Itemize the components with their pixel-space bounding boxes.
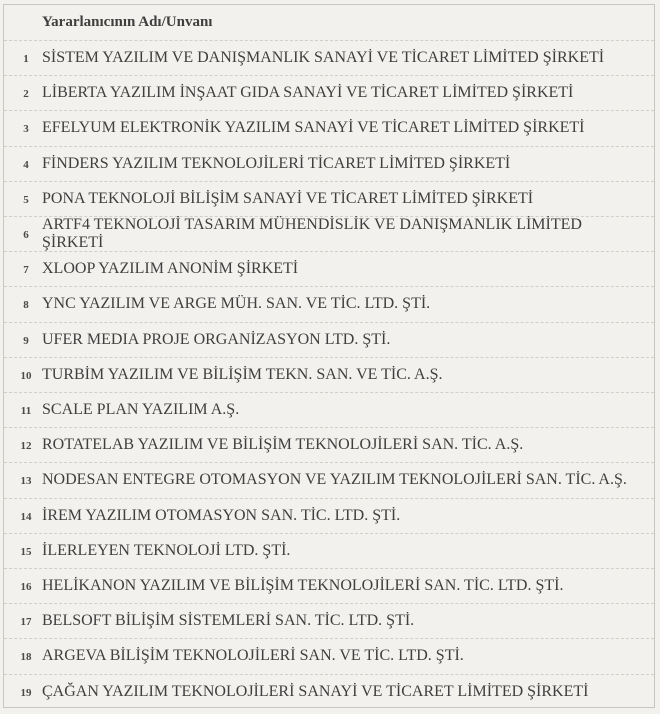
table-row xyxy=(4,323,654,358)
row-number: 18 xyxy=(20,651,32,664)
row-number: 14 xyxy=(20,510,32,523)
row-number: 4 xyxy=(23,158,29,171)
beneficiary-name: İLERLEYEN TEKNOLOJİ LTD. ŞTİ. xyxy=(42,541,291,559)
beneficiary-table xyxy=(3,4,655,708)
row-number: 16 xyxy=(20,581,32,594)
row-number: 9 xyxy=(23,334,29,347)
row-number: 5 xyxy=(23,194,29,207)
beneficiary-name: FİNDERS YAZILIM TEKNOLOJİLERİ TİCARET LİMİTED ŞİRKETİ xyxy=(42,154,511,172)
table-row xyxy=(4,217,654,252)
row-number: 15 xyxy=(20,546,32,559)
beneficiary-name: HELİKANON YAZILIM VE BİLİŞİM TEKNOLOJİLERİ SAN. TİC. LTD. ŞTİ. xyxy=(42,577,564,595)
row-number: 6 xyxy=(23,229,29,242)
row-number: 10 xyxy=(20,370,32,383)
table-row xyxy=(4,182,654,217)
beneficiary-name: SCALE PLAN YAZILIM A.Ş. xyxy=(42,401,240,419)
beneficiary-name: ARGEVA BİLİŞİM TEKNOLOJİLERİ SAN. VE TİC. LTD. ŞTİ. xyxy=(42,647,464,665)
beneficiary-name: BELSOFT BİLİŞİM SİSTEMLERİ SAN. TİC. LTD. ŞTİ. xyxy=(42,612,415,630)
row-number: 8 xyxy=(23,299,29,312)
table-row xyxy=(4,639,654,674)
column-header-beneficiary-name: Yararlanıcının Adı/Unvanı xyxy=(42,14,213,30)
beneficiary-name: LİBERTA YAZILIM İNŞAAT GIDA SANAYİ VE TİCARET LİMİTED ŞİRKETİ xyxy=(42,84,574,102)
beneficiary-name: YNC YAZILIM VE ARGE MÜH. SAN. VE TİC. LTD. ŞTİ. xyxy=(42,295,431,313)
beneficiary-name: NODESAN ENTEGRE OTOMASYON VE YAZILIM TEKNOLOJİLERİ SAN. TİC. A.Ş. xyxy=(42,471,627,489)
table-row xyxy=(4,41,654,76)
table-row xyxy=(4,675,654,710)
beneficiary-name: SİSTEM YAZILIM VE DANIŞMANLIK SANAYİ VE TİCARET LİMİTED ŞİRKETİ xyxy=(42,49,605,67)
row-number: 13 xyxy=(20,475,32,488)
table-row xyxy=(4,111,654,146)
table-row xyxy=(4,358,654,393)
table-row xyxy=(4,428,654,463)
beneficiary-name: UFER MEDIA PROJE ORGANİZASYON LTD. ŞTİ. xyxy=(42,330,391,348)
row-number: 1 xyxy=(23,53,29,66)
beneficiary-name: EFELYUM ELEKTRONİK YAZILIM SANAYİ VE TİCARET LİMİTED ŞİRKETİ xyxy=(42,119,585,137)
row-number: 7 xyxy=(23,264,29,277)
table-row xyxy=(4,147,654,182)
table-row xyxy=(4,463,654,498)
table-row xyxy=(4,604,654,639)
table-row xyxy=(4,76,654,111)
row-number: 3 xyxy=(23,123,29,136)
table-row xyxy=(4,252,654,287)
table-row xyxy=(4,287,654,322)
beneficiary-name: ARTF4 TEKNOLOJİ TASARIM MÜHENDİSLİK VE DANIŞMANLIK LİMİTED ŞİRKETİ xyxy=(42,216,582,252)
beneficiary-name: ÇAĞAN YAZILIM TEKNOLOJİLERİ SANAYİ VE TİCARET LİMİTED ŞİRKETİ xyxy=(42,683,589,701)
table-header xyxy=(4,5,654,41)
table-row xyxy=(4,393,654,428)
beneficiary-name: PONA TEKNOLOJİ BİLİŞİM SANAYİ VE TİCARET LİMİTED ŞİRKETİ xyxy=(42,189,534,207)
row-number: 2 xyxy=(23,88,29,101)
row-number: 19 xyxy=(20,687,32,700)
beneficiary-name: TURBİM YAZILIM VE BİLİŞİM TEKN. SAN. VE TİC. A.Ş. xyxy=(42,365,443,383)
row-number: 11 xyxy=(20,405,32,418)
table-row xyxy=(4,534,654,569)
table-row xyxy=(4,569,654,604)
beneficiary-name: ROTATELAB YAZILIM VE BİLİŞİM TEKNOLOJİLERİ SAN. TİC. A.Ş. xyxy=(42,436,524,454)
beneficiary-name: XLOOP YAZILIM ANONİM ŞİRKETİ xyxy=(42,260,299,278)
row-number: 17 xyxy=(20,616,32,629)
beneficiary-name: İREM YAZILIM OTOMASYON SAN. TİC. LTD. ŞTİ. xyxy=(42,506,401,524)
table-row xyxy=(4,499,654,534)
row-number: 12 xyxy=(20,440,32,453)
